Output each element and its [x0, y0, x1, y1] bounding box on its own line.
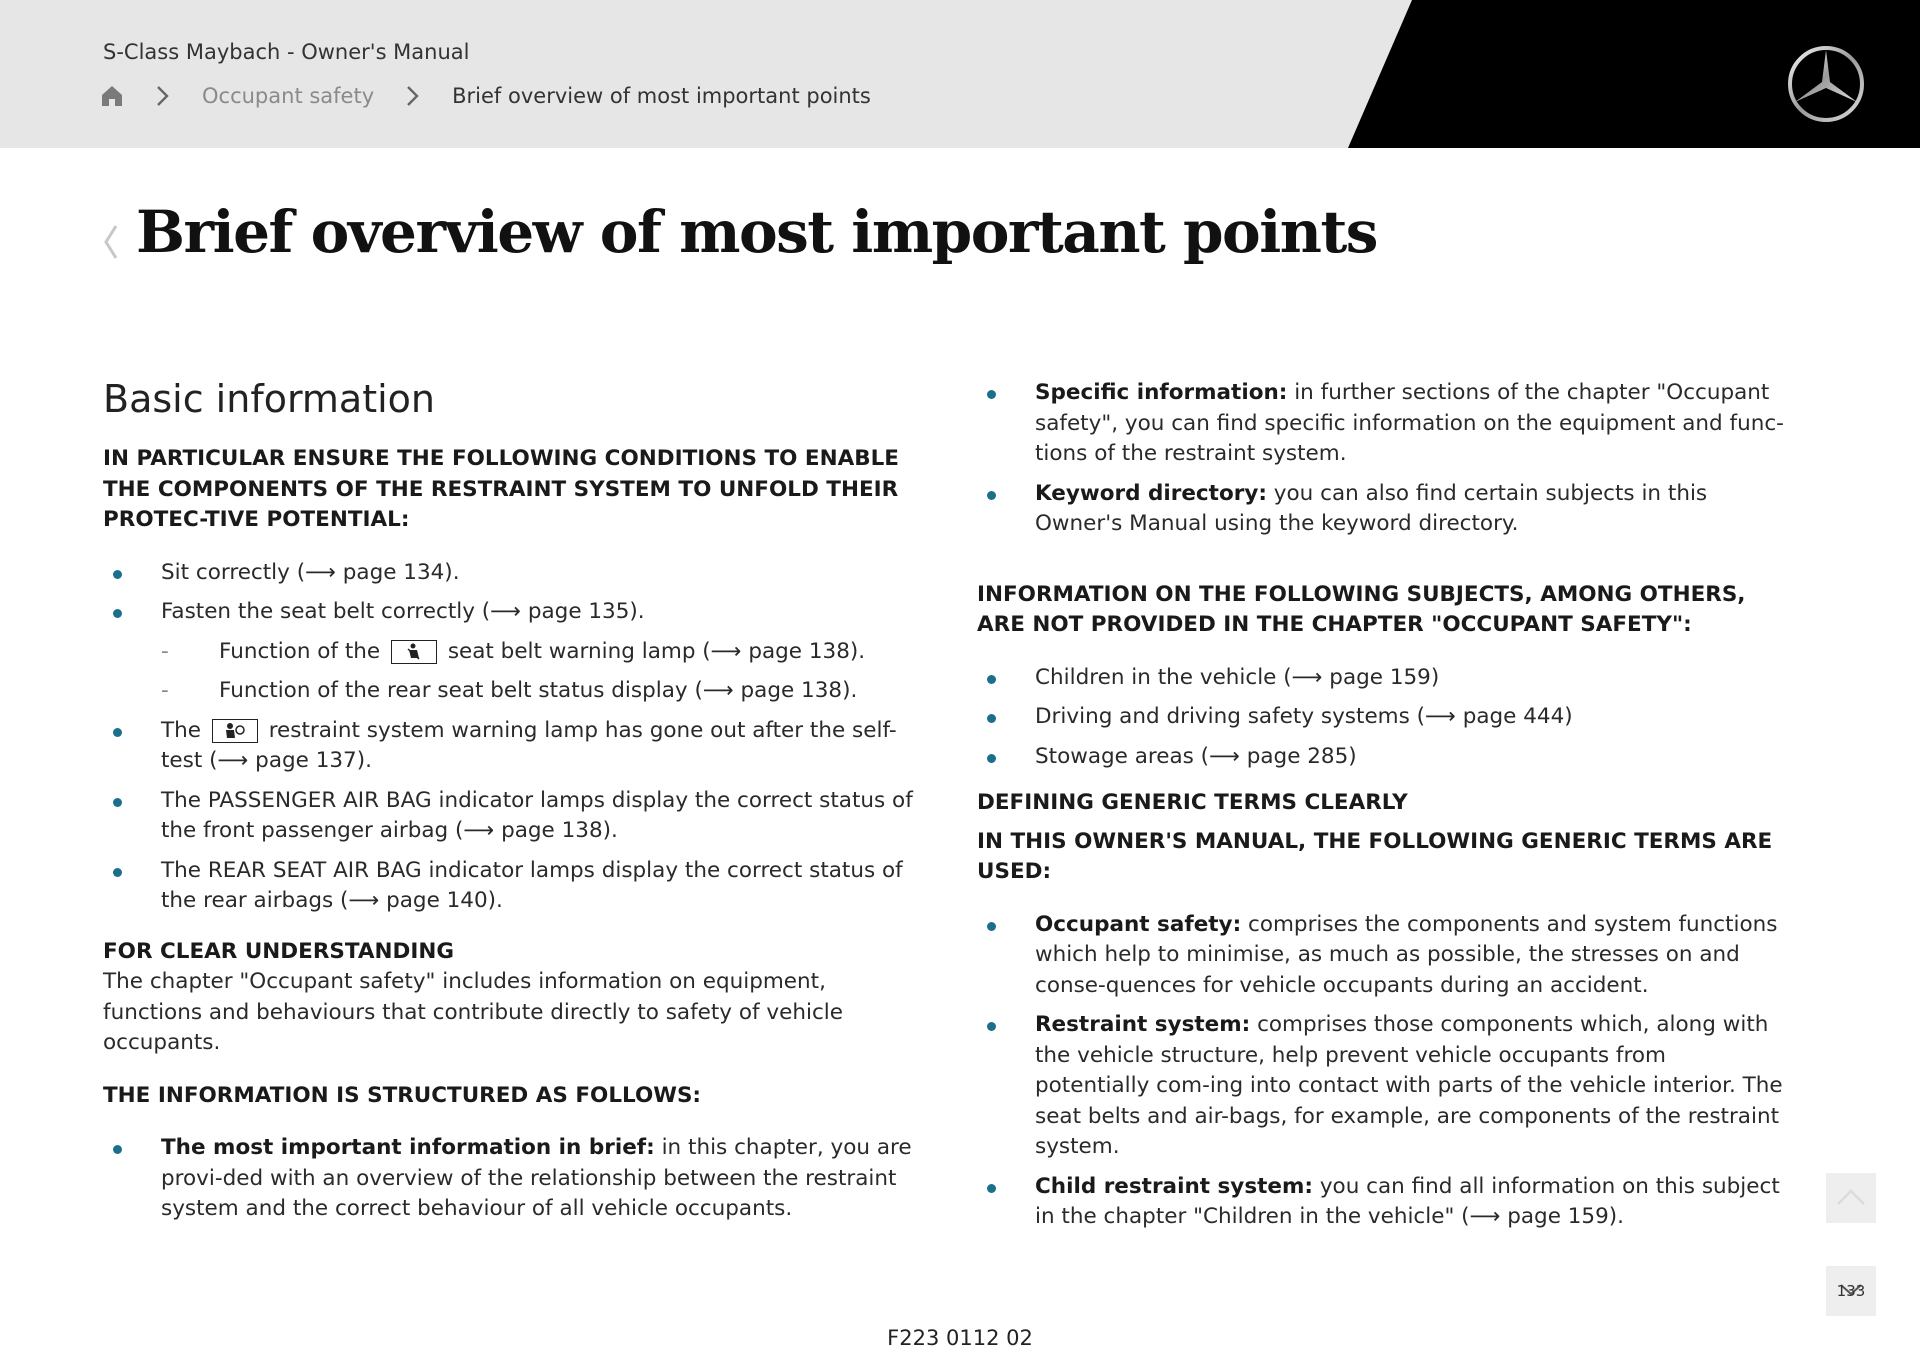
structure-list: [103, 1133, 918, 1225]
sub-list: [161, 637, 918, 707]
sub-list-item: - Function of the rear seat belt status display (⟶ page 138).: [161, 676, 918, 707]
understanding-heading: FOR CLEAR UNDERSTANDING: [103, 938, 454, 964]
chevron-up-icon: [1826, 1173, 1876, 1223]
left-column: [103, 376, 918, 1234]
right-column: [977, 378, 1787, 1242]
seat-belt-warning-icon: [391, 640, 437, 664]
structured-heading: THE INFORMATION IS STRUCTURED AS FOLLOWS:: [103, 1082, 702, 1108]
list-item: Keyword directory: you can also find certain subjects in this Owner's Manual using the keyword directory.: [977, 479, 1787, 540]
breadcrumb-link-occupant-safety[interactable]: Occupant safety: [202, 84, 375, 108]
generic-terms-heading: IN THIS OWNER'S MANUAL, THE FOLLOWING GENERIC TERMS ARE USED:: [977, 828, 1773, 884]
footer-code: F223 0112 02: [887, 1326, 1033, 1350]
not-provided-heading: INFORMATION ON THE FOLLOWING SUBJECTS, AMONG OTHERS, ARE NOT PROVIDED IN THE CHAPTER "OCCUPANT SAFETY":: [977, 581, 1746, 637]
structure-list-continued: [977, 378, 1787, 540]
sub-list-item: - Function of the seat belt warning lamp (⟶ page 138).: [161, 637, 918, 668]
list-item: Specific information: in further sections of the chapter "Occupant safety", you can find specific information on the equipment and func-tions of the restraint system.: [977, 378, 1787, 470]
section-heading: Basic information: [103, 377, 435, 421]
restraint-system-warning-icon: [212, 719, 258, 743]
list-item: The restraint system warning lamp has gone out after the self-test (⟶ page 137).: [103, 716, 918, 777]
list-item: The REAR SEAT AIR BAG indicator lamps display the correct status of the rear airbags (⟶ page 140).: [103, 856, 918, 917]
list-item: Children in the vehicle (⟶ page 159): [977, 663, 1787, 694]
manual-title: S-Class Maybach - Owner's Manual: [103, 40, 470, 64]
terms-list: [977, 910, 1787, 1233]
home-icon[interactable]: [100, 84, 124, 108]
understanding-text: The chapter "Occupant safety" includes information on equipment, functions and behaviours that contribute directly to safety of vehicle occupants.: [103, 969, 843, 1055]
list-item: Stowage areas (⟶ page 285): [977, 742, 1787, 773]
mercedes-star-logo-icon[interactable]: [1786, 44, 1866, 124]
page-number: 133: [1836, 1282, 1866, 1300]
chevron-right-icon: [148, 84, 178, 108]
not-provided-list: [977, 663, 1787, 773]
chevron-right-icon: [398, 84, 428, 108]
list-item: Child restraint system: you can find all information on this subject in the chapter "Children in the vehicle" (⟶ page 159).: [977, 1172, 1787, 1233]
scroll-up-button[interactable]: [1826, 1173, 1876, 1223]
list-item: The most important information in brief: in this chapter, you are provi-ded with an overview of the relationship between the restraint system and the correct behaviour of all vehicle occupants.: [103, 1133, 918, 1225]
conditions-heading: IN PARTICULAR ENSURE THE FOLLOWING CONDITIONS TO ENABLE THE COMPONENTS OF THE RESTRAINT SYSTEM TO UNFOLD THEIR PROTEC-TIVE POTENTIAL:: [103, 446, 899, 532]
defining-heading: DEFINING GENERIC TERMS CLEARLY: [977, 790, 1408, 815]
breadcrumb-current: Brief overview of most important points: [452, 84, 871, 108]
list-item: Restraint system: comprises those components which, along with the vehicle structure, help prevent vehicle occupants from potentially com-ing into contact with parts of the vehicle interior. The seat belts and air-bags, for example, are components of the restraint system.: [977, 1010, 1787, 1163]
list-item: Occupant safety: comprises the components and system functions which help to minimise, as much as possible, the stresses on and conse-quences for vehicle occupants during an accident.: [977, 910, 1787, 1002]
list-item: Sit correctly (⟶ page 134).: [103, 558, 918, 589]
breadcrumb: [100, 80, 871, 112]
list-item: Driving and driving safety systems (⟶ page 444): [977, 702, 1787, 733]
list-item: Fasten the seat belt correctly (⟶ page 135). - Function of the seat belt warning lamp (⟶ page 138). - Function of the rear seat belt status display (⟶ page 138).: [103, 597, 918, 707]
page-title: Brief overview of most important points: [136, 198, 1377, 266]
conditions-list: [103, 558, 918, 917]
back-chevron-icon[interactable]: [100, 220, 122, 264]
page-number-button[interactable]: [1826, 1266, 1876, 1316]
list-item: The PASSENGER AIR BAG indicator lamps display the correct status of the front passenger airbag (⟶ page 138).: [103, 786, 918, 847]
